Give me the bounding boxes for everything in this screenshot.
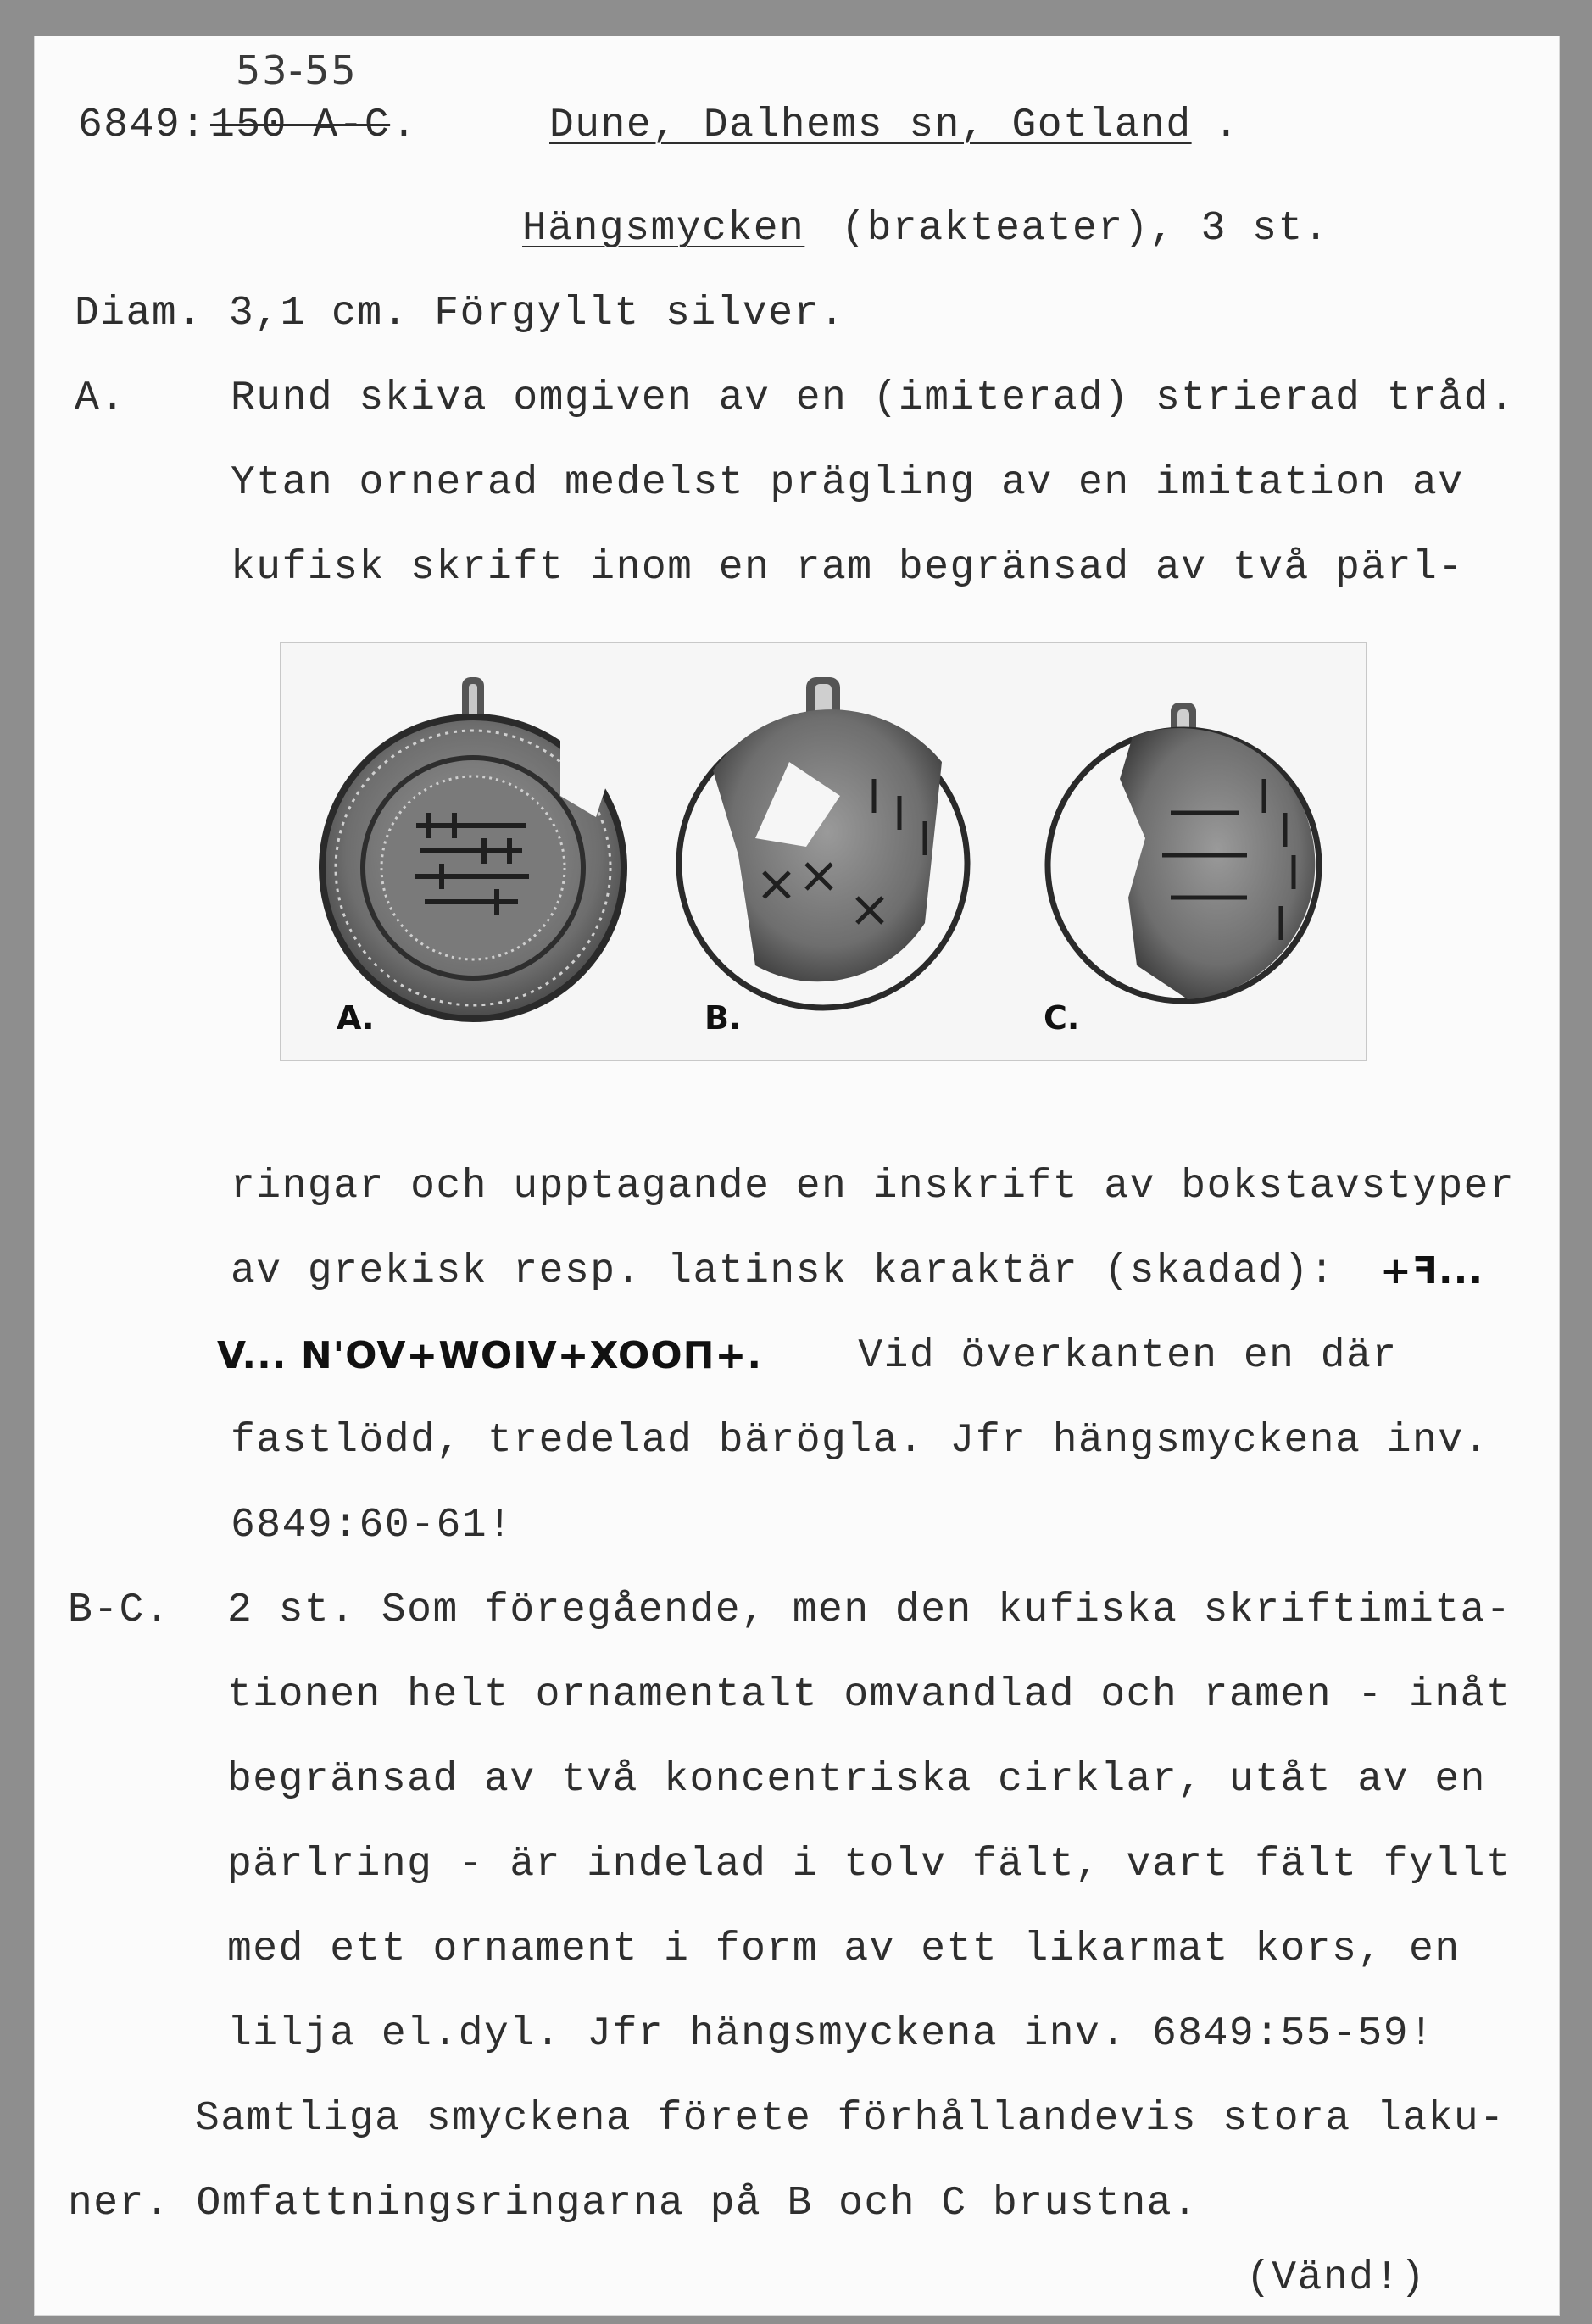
section-a-line-3: kufisk skrift inom en ram begränsad av två pärl- [231,545,1464,591]
inventory-number-new: 53-55 [236,47,358,93]
inscription-text: V... N'OV+WOIV+XOOП+. [217,1334,763,1377]
pendants-illustration [281,643,1366,1060]
section-bc-line-6: lilja el.dyl. Jfr hängsmyckena inv. 6849:55-59! [227,2011,1435,2057]
dimensions-material: Diam. 3,1 cm. Förgyllt silver. [75,291,846,336]
section-bc-line-2: tionen helt ornamentalt omvandlad och ramen - inåt [227,1672,1512,1718]
section-a-line-7: fastlödd, tredelad bärögla. Jfr hängsmyckena inv. [231,1418,1489,1464]
inventory-number-old: 150 A-C [210,103,391,148]
section-a-line-4: ringar och upptagande en inskrift av bokstavstyper [231,1164,1516,1209]
pendants-photo [280,642,1367,1061]
section-a-line-8: 6849:60-61! [231,1503,514,1548]
section-bc-line-3: begränsad av två koncentriska cirklar, utåt av en [227,1757,1486,1803]
section-bc-line-5: med ett ornament i form av ett likarmat kors, en [227,1926,1461,1972]
section-bc-line-4: pärlring - är indelad i tolv fält, vart fält fyllt [227,1842,1512,1888]
object-type: Hängsmycken [522,206,805,252]
photo-label-b: B. [704,999,742,1037]
inventory-number-dot: . [392,103,418,148]
find-site-dot: . [1214,103,1240,148]
section-a-line-2: Ytan ornerad medelst prägling av en imitation av [231,460,1464,506]
section-a-line-5: av grekisk resp. latinsk karaktär (skadad): [231,1248,1336,1294]
photo-label-a: A. [337,999,375,1037]
turn-over-note: (Vänd!) [1246,2255,1427,2301]
closing-line-1: Samtliga smyckena förete förhållandevis stora laku- [195,2096,1506,2142]
section-a-label: A. [75,375,126,421]
section-a-line-6-rest: Vid överkanten en där [832,1333,1398,1379]
object-type-rest: (brakteater), 3 st. [815,206,1330,252]
section-bc-label: B-C. [68,1587,171,1633]
inventory-number-prefix: 6849: [78,103,207,148]
photo-label-c: C. [1044,999,1080,1037]
inscription-start: +ꟻ... [1380,1249,1484,1293]
section-bc-line-1: 2 st. Som föregående, men den kufiska skriftimita- [227,1587,1512,1633]
closing-line-2: ner. Omfattningsringarna på B och C brustna. [68,2181,1199,2227]
find-site: Dune, Dalhems sn, Gotland [549,103,1192,148]
section-a-line-1: Rund skiva omgiven av en (imiterad) strierad tråd. [231,375,1516,421]
